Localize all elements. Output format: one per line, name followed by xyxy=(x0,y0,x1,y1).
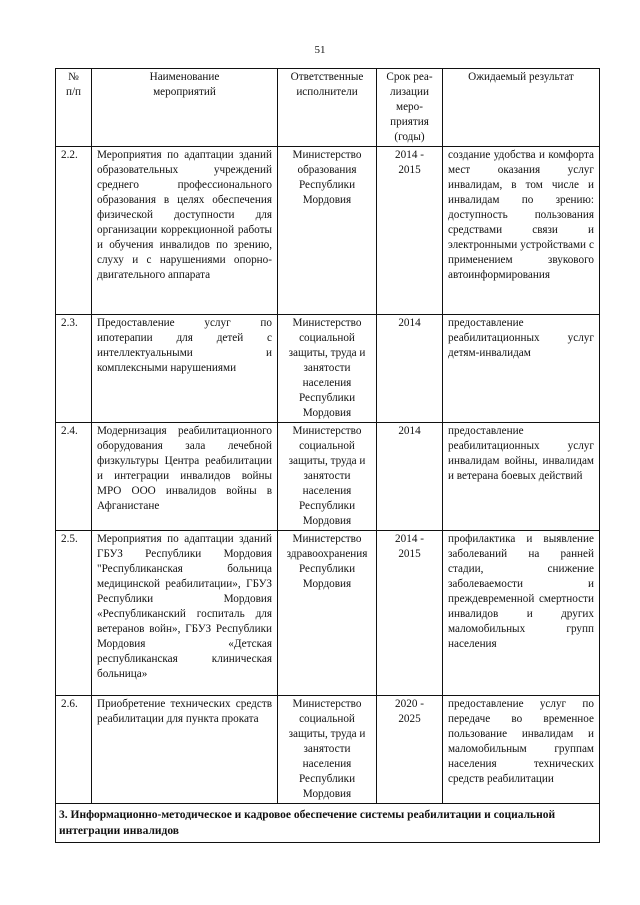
header-executor: Ответственные исполнители xyxy=(278,69,377,147)
row-name: Приобретение технических средств реабилитации для пункта проката xyxy=(92,696,278,804)
row-result: предоставление реабилитационных услуг инвалидам войны, инвалидам и ветерана боевых действий xyxy=(443,423,600,531)
row-name: Предоставление услуг по ипотерапии для детей с интеллектуальными и комплексными нарушениями xyxy=(92,315,278,423)
table-row xyxy=(56,147,600,315)
header-number: № п/п xyxy=(56,69,92,147)
row-number: 2.3. xyxy=(56,315,92,423)
row-result: предоставление услуг по передаче во временное пользование инвалидам и маломобильным группам населения технических средств реабилитации xyxy=(443,696,600,804)
row-result: предоставление реабилитационных услуг детям-инвалидам xyxy=(443,315,600,423)
row-result: создание удобства и комфорта мест оказания услуг инвалидам, в том числе и инвалидам по зрению: доступность пользования средствами связи и электронными устройствами с применением звукового автоинформирования xyxy=(443,147,600,315)
row-term: 2014 - 2015 xyxy=(377,531,443,696)
row-term: 2014 xyxy=(377,315,443,423)
header-result: Ожидаемый результат xyxy=(443,69,600,147)
row-number: 2.6. xyxy=(56,696,92,804)
row-name: Мероприятия по адаптации зданий образовательных учреждений среднего профессионального образования в целях обеспечения физической доступности для организации коррекционной работы и обучения инвалидов по зрению, слуху и с нарушениями опорно-двигательного аппарата xyxy=(92,147,278,315)
row-number: 2.4. xyxy=(56,423,92,531)
header-name: Наименование мероприятий xyxy=(92,69,278,147)
row-number: 2.2. xyxy=(56,147,92,315)
row-name: Модернизация реабилитационного оборудования зала лечебной физкультуры Центра реабилитации и интеграции инвалидов войны МРО ООО инвалидов войны в Афганистане xyxy=(92,423,278,531)
row-executor: Министерство социальной защиты, труда и занятости населения Республики Мордовия xyxy=(278,315,377,423)
table-header-row xyxy=(56,69,600,147)
row-number: 2.5. xyxy=(56,531,92,696)
row-executor: Министерство социальной защиты, труда и занятости населения Республики Мордовия xyxy=(278,696,377,804)
row-executor: Министерство образования Республики Мордовия xyxy=(278,147,377,315)
page-number: 51 xyxy=(314,44,326,56)
table-row xyxy=(56,531,600,696)
row-result: профилактика и выявление заболеваний на ранней стадии, снижение заболеваемости и преждевременной смертности инвалидов и других маломобильных групп населения xyxy=(443,531,600,696)
row-name: Мероприятия по адаптации зданий ГБУЗ Республики Мордовия "Республиканская больница медицинской реабилитации», ГБУЗ Республики Мордовия «Республиканский госпиталь для ветеранов войн», ГБУЗ Республики Мордовия «Детская республиканская клиническая больница» xyxy=(92,531,278,696)
row-term: 2014 xyxy=(377,423,443,531)
row-term: 2014 - 2015 xyxy=(377,147,443,315)
section-heading: 3. Информационно-методическое и кадровое обеспечение системы реабилитации и социальной интеграции инвалидов xyxy=(56,804,600,843)
table-row xyxy=(56,423,600,531)
measures-table xyxy=(55,68,600,843)
header-term: Срок реа- лизации меро- приятия (годы) xyxy=(377,69,443,147)
row-executor: Министерство здравоохранения Республики Мордовия xyxy=(278,531,377,696)
table-row xyxy=(56,696,600,804)
section-heading-row xyxy=(56,804,600,843)
row-term: 2020 - 2025 xyxy=(377,696,443,804)
table-row xyxy=(56,315,600,423)
row-executor: Министерство социальной защиты, труда и занятости населения Республики Мордовия xyxy=(278,423,377,531)
